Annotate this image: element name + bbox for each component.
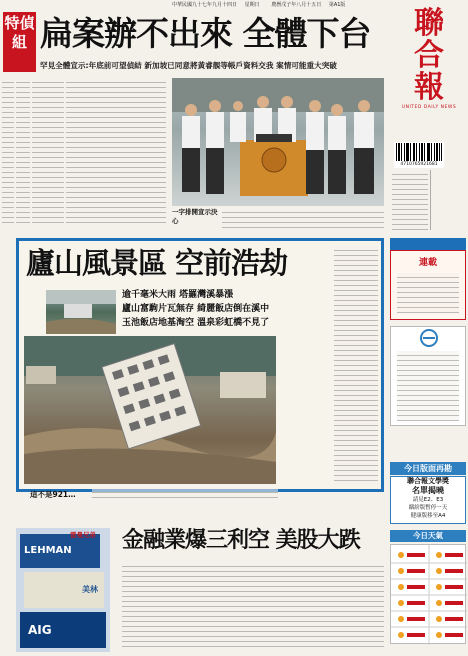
dateline-page: 第A1版	[328, 2, 346, 8]
masthead	[392, 8, 466, 120]
lead-headline: 扁案辦不出來 全體下台	[40, 14, 371, 53]
bottom-headline: 金融業爆三利空 美股大跌	[122, 528, 360, 553]
bottom-logo-collage	[16, 528, 110, 652]
aig-panel	[20, 612, 106, 648]
logo-char: 聯	[414, 6, 444, 41]
lead-body-text	[66, 78, 166, 226]
special-text	[397, 273, 459, 313]
feature-deck-1: 逾千毫米大雨 塔羅灣溪暴漲	[122, 290, 234, 300]
dateline-left: 中華民國九十七年九月十四日	[172, 2, 238, 8]
left-column-text	[16, 78, 30, 226]
sidebar-notice	[390, 326, 466, 426]
lead-tag: 特偵組	[3, 12, 36, 72]
weather-table	[390, 544, 466, 644]
left-column-text	[32, 78, 64, 226]
barcode-bars	[394, 142, 444, 162]
lead-subhead: 罕見全體宣示:年底前可望偵結 新加坡已同意將黃睿靚等帳戶資料交我 案情可能重大突破	[40, 61, 337, 70]
today-bar: 今日版面再勘	[390, 462, 466, 475]
merrill-panel	[24, 572, 104, 608]
feature-deck-2: 廬山富駒片瓦無存 綺麗飯店倒在溪中	[122, 304, 270, 314]
weather-grid	[391, 545, 467, 645]
lead-photo-figures	[172, 78, 384, 206]
literature-line3: 請見E2、E3	[412, 497, 444, 503]
literature-line5: 健康版移至A4	[410, 513, 446, 519]
weather-bar: 今日天氣	[390, 530, 466, 542]
left-column-text	[2, 78, 14, 226]
feature-deck-3: 玉池飯店地基淘空 溫泉彩虹橋不見了	[122, 318, 270, 328]
lead-photo	[172, 78, 384, 206]
feature-photo-label: 這不是921…	[30, 490, 76, 499]
barcode	[394, 142, 444, 168]
label-lehman: 雷曼兄弟	[70, 531, 96, 539]
literature-line4: 繽紛版暫停一天	[408, 505, 448, 511]
literature-box	[390, 476, 466, 524]
literature-line1: 聯合報文學獎	[407, 477, 449, 485]
masthead-logo	[392, 8, 466, 104]
right-column-box	[430, 170, 464, 230]
logo-char: 合	[414, 38, 444, 73]
feature-main-photo	[24, 336, 276, 484]
lead-photo-caption-body	[222, 208, 384, 228]
inset-photo-scene	[46, 290, 116, 334]
logo-char: 報	[414, 70, 444, 105]
special-box	[390, 250, 466, 320]
notice-icon	[391, 327, 467, 349]
aig-logo: AIG	[28, 623, 52, 637]
sidebar-top-bar	[390, 238, 466, 250]
special-title: 連載	[418, 258, 437, 268]
right-column-text	[392, 170, 428, 230]
feature-headline: 廬山風景區 空前浩劫	[26, 246, 288, 280]
feature-side-text	[334, 246, 378, 484]
feature-photo-caption	[92, 488, 278, 502]
dateline-right: 農曆戊子年八月十五日	[271, 2, 322, 8]
feature-inset-photo	[46, 290, 116, 334]
lead-photo-caption-title: 一字排開宣示決心	[172, 208, 218, 225]
literature-line2: 名單揭曉	[412, 486, 444, 495]
masthead-english: UNITED DAILY NEWS	[401, 105, 457, 110]
bottom-body-text	[122, 562, 384, 648]
merrill-logo: 美林	[82, 585, 98, 594]
lehman-logo: LEHMAN	[24, 545, 72, 556]
dateline-middle: 星期日	[244, 2, 260, 8]
notice-text	[397, 351, 459, 421]
disaster-scene	[24, 336, 276, 484]
barcode-number: 4710765921681	[400, 162, 438, 167]
